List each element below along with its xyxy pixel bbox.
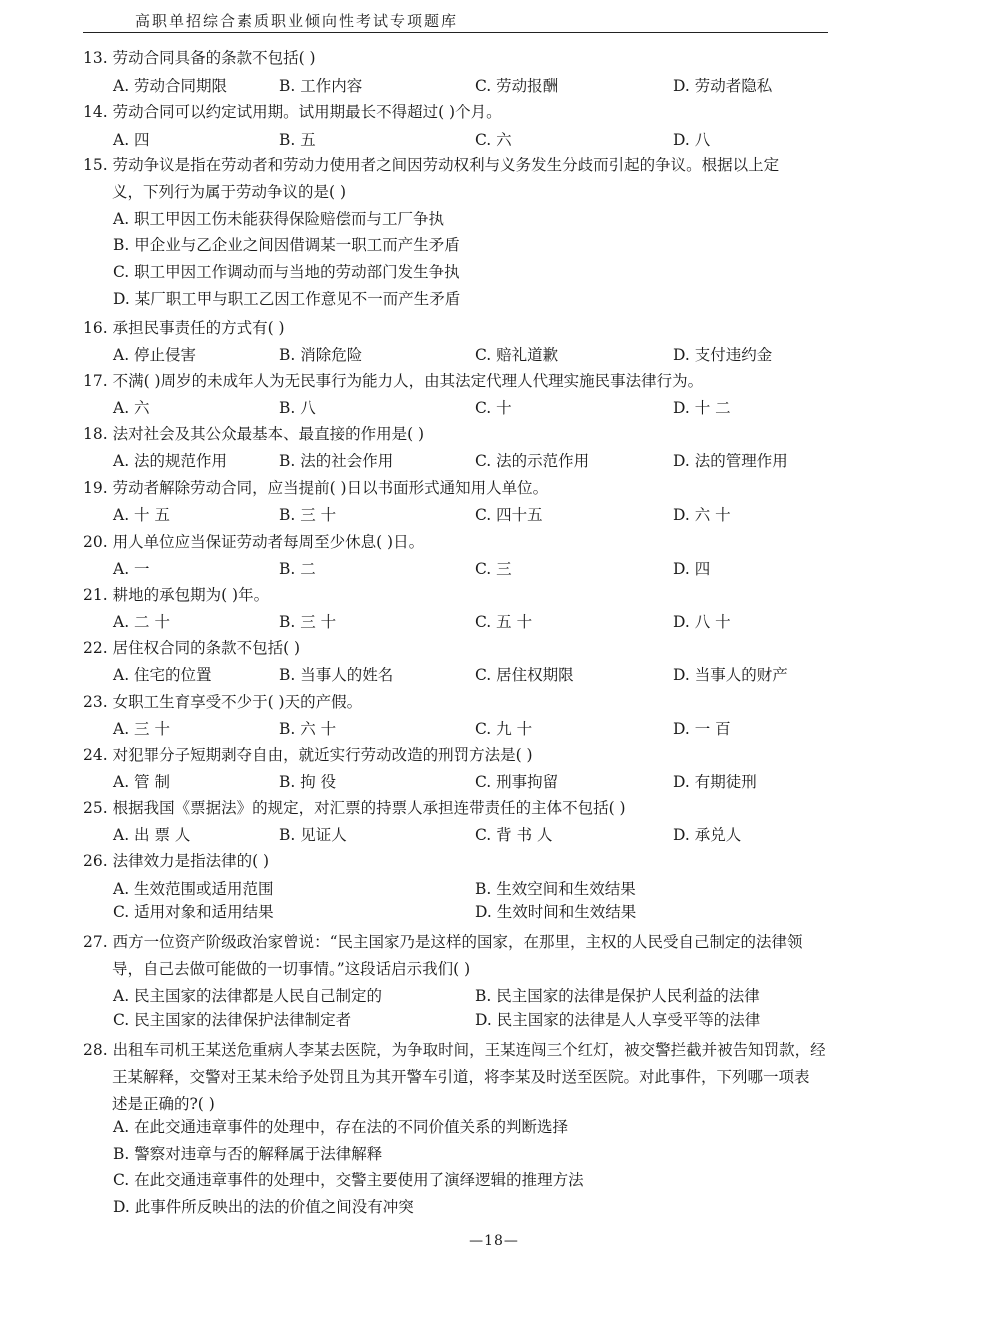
options-22 bbox=[113, 662, 913, 688]
option-b: B. 甲企业与乙企业之间因借调某一职工而产生矛盾 bbox=[113, 236, 460, 254]
option-d: D. 承兑人 bbox=[673, 826, 742, 844]
page-number: —18— bbox=[469, 1233, 519, 1249]
option-b: B. 法的社会作用 bbox=[279, 452, 394, 470]
question-stem: 20. 用人单位应当保证劳动者每周至少休息( )日。 bbox=[83, 533, 425, 551]
options-25 bbox=[113, 822, 913, 848]
question-stem: 28. 出租车司机王某送危重病人李某去医院，为争取时间，王某连闯三个红灯，被交警拦截并被告知罚款，经 bbox=[83, 1041, 826, 1059]
options-14 bbox=[113, 127, 913, 153]
options-23 bbox=[113, 716, 913, 742]
option-c: C. 背 书 人 bbox=[475, 826, 553, 844]
question-stem: 25. 根据我国《票据法》的规定，对汇票的持票人承担连带责任的主体不包括( ) bbox=[83, 799, 626, 817]
question-stem: 18. 法对社会及其公众最基本、最直接的作用是( ) bbox=[83, 425, 425, 443]
options-17 bbox=[113, 395, 913, 421]
question-21 bbox=[83, 582, 913, 609]
question-23 bbox=[83, 689, 913, 716]
option-a: A. 停止侵害 bbox=[113, 346, 197, 364]
question-20 bbox=[83, 529, 913, 556]
option-a: A. 十 五 bbox=[113, 506, 170, 524]
option-c: C. 三 bbox=[475, 560, 512, 578]
option-b: B. 民主国家的法律是保护人民利益的法律 bbox=[475, 987, 760, 1005]
option-b: B. 工作内容 bbox=[279, 77, 363, 95]
question-27 bbox=[83, 929, 913, 983]
question-22 bbox=[83, 635, 913, 662]
question-26 bbox=[83, 848, 913, 875]
options-21 bbox=[113, 609, 913, 635]
question-stem: 15. 劳动争议是指在劳动者和劳动力使用者之间因劳动权利与义务发生分歧而引起的争议。根据以上定 bbox=[83, 156, 780, 174]
option-a: A. 四 bbox=[113, 131, 150, 149]
options-24 bbox=[113, 769, 913, 795]
option-d: D. 八 bbox=[673, 131, 711, 149]
options-26-row2 bbox=[113, 899, 913, 925]
question-13 bbox=[83, 45, 913, 72]
option-d: D. 当事人的财产 bbox=[673, 666, 788, 684]
option-c: C. 适用对象和适用结果 bbox=[113, 903, 274, 921]
option-b: B. 二 bbox=[279, 560, 316, 578]
question-28 bbox=[83, 1037, 913, 1118]
option-d: D. 生效时间和生效结果 bbox=[475, 903, 637, 921]
option-b: B. 八 bbox=[279, 399, 316, 417]
option-c: C. 九 十 bbox=[475, 720, 533, 738]
option-b: B. 三 十 bbox=[279, 506, 337, 524]
question-stem: 23. 女职工生育享受不少于( )天的产假。 bbox=[83, 693, 363, 711]
option-d: D. 一 百 bbox=[673, 720, 731, 738]
question-stem: 17. 不满( )周岁的未成年人为无民事行为能力人，由其法定代理人代理实施民事法律行为。 bbox=[83, 372, 704, 390]
option-d: D. 六 十 bbox=[673, 506, 731, 524]
option-a: A. 住宅的位置 bbox=[113, 666, 212, 684]
option-a: A. 一 bbox=[113, 560, 150, 578]
option-c: C. 居住权期限 bbox=[475, 666, 574, 684]
question-25 bbox=[83, 795, 913, 822]
option-a: A. 民主国家的法律都是人民自己制定的 bbox=[113, 987, 383, 1005]
option-c: C. 五 十 bbox=[475, 613, 533, 631]
option-a: A. 二 十 bbox=[113, 613, 170, 631]
option-a: A. 六 bbox=[113, 399, 150, 417]
option-d: D. 劳动者隐私 bbox=[673, 77, 773, 95]
option-a: A. 出 票 人 bbox=[113, 826, 191, 844]
options-18 bbox=[113, 448, 913, 474]
options-16 bbox=[113, 342, 913, 368]
question-stem-continued: 义，下列行为属于劳动争议的是( ) bbox=[112, 183, 347, 201]
question-stem: 14. 劳动合同可以约定试用期。试用期最长不得超过( )个月。 bbox=[83, 103, 502, 121]
option-a: A. 管 制 bbox=[113, 773, 170, 791]
options-20 bbox=[113, 556, 913, 582]
option-d: D. 此事件所反映出的法的价值之间没有冲突 bbox=[113, 1198, 414, 1216]
question-stem: 27. 西方一位资产阶级政治家曾说：“民主国家乃是这样的国家，在那里，主权的人民受自己制定的法律领 bbox=[83, 933, 803, 951]
question-24 bbox=[83, 742, 913, 769]
options-19 bbox=[113, 502, 913, 528]
question-14 bbox=[83, 99, 913, 126]
option-d: D. 某厂职工甲与职工乙因工作意见不一而产生矛盾 bbox=[113, 290, 461, 308]
option-b: B. 消除危险 bbox=[279, 346, 363, 364]
option-d: D. 民主国家的法律是人人享受平等的法律 bbox=[475, 1011, 761, 1029]
header-title: 高职单招综合素质职业倾向性考试专项题库 bbox=[135, 12, 459, 30]
option-c: C. 六 bbox=[475, 131, 512, 149]
option-a: A. 生效范围或适用范围 bbox=[113, 880, 274, 898]
option-c: C. 劳动报酬 bbox=[475, 77, 559, 95]
option-b: B. 当事人的姓名 bbox=[279, 666, 394, 684]
question-stem: 19. 劳动者解除劳动合同，应当提前( )日以书面形式通知用人单位。 bbox=[83, 479, 549, 497]
option-b: B. 六 十 bbox=[279, 720, 337, 738]
question-stem-continued: 述是正确的?( ) bbox=[112, 1095, 215, 1113]
option-b: B. 生效空间和生效结果 bbox=[475, 880, 636, 898]
option-c: C. 民主国家的法律保护法律制定者 bbox=[113, 1011, 352, 1029]
option-a: A. 劳动合同期限 bbox=[113, 77, 228, 95]
option-b: B. 见证人 bbox=[279, 826, 347, 844]
question-15 bbox=[83, 152, 913, 206]
option-b: B. 警察对违章与否的解释属于法律解释 bbox=[113, 1145, 383, 1163]
option-a: A. 法的规范作用 bbox=[113, 452, 228, 470]
option-d: D. 法的管理作用 bbox=[673, 452, 788, 470]
option-d: D. 十 二 bbox=[673, 399, 731, 417]
question-stem-continued: 导，自己去做可能做的一切事情。”这段话启示我们( ) bbox=[112, 960, 471, 978]
option-c: C. 十 bbox=[475, 399, 512, 417]
option-d: D. 四 bbox=[673, 560, 711, 578]
question-stem: 26. 法律效力是指法律的( ) bbox=[83, 852, 270, 870]
option-b: B. 拘 役 bbox=[279, 773, 337, 791]
question-18 bbox=[83, 421, 913, 448]
question-stem: 24. 对犯罪分子短期剥夺自由，就近实行劳动改造的刑罚方法是( ) bbox=[83, 746, 533, 764]
option-b: B. 三 十 bbox=[279, 613, 337, 631]
option-a: A. 职工甲因工伤未能获得保险赔偿而与工厂争执 bbox=[113, 210, 445, 228]
question-17 bbox=[83, 368, 913, 395]
option-c: C. 赔礼道歉 bbox=[475, 346, 559, 364]
option-c: C. 在此交通违章事件的处理中，交警主要使用了演绎逻辑的推理方法 bbox=[113, 1171, 584, 1189]
option-b: B. 五 bbox=[279, 131, 316, 149]
question-stem: 13. 劳动合同具备的条款不包括( ) bbox=[83, 49, 316, 67]
page-header bbox=[83, 8, 828, 33]
option-c: C. 职工甲因工作调动而与当地的劳动部门发生争执 bbox=[113, 263, 460, 281]
option-d: D. 八 十 bbox=[673, 613, 731, 631]
question-stem: 22. 居住权合同的条款不包括( ) bbox=[83, 639, 301, 657]
option-c: C. 刑事拘留 bbox=[475, 773, 559, 791]
option-d: D. 有期徒刑 bbox=[673, 773, 757, 791]
option-c: C. 四十五 bbox=[475, 506, 543, 524]
options-13 bbox=[113, 73, 913, 99]
question-stem: 16. 承担民事责任的方式有( ) bbox=[83, 319, 285, 337]
options-27-row2 bbox=[113, 1007, 913, 1033]
option-a: A. 在此交通违章事件的处理中，存在法的不同价值关系的判断选择 bbox=[113, 1118, 569, 1136]
question-19 bbox=[83, 475, 913, 502]
option-a: A. 三 十 bbox=[113, 720, 170, 738]
option-c: C. 法的示范作用 bbox=[475, 452, 590, 470]
option-d: D. 支付违约金 bbox=[673, 346, 773, 364]
question-stem-continued: 王某解释，交警对王某未给予处罚且为其开警车引道，将李某及时送至医院。对此事件，下列哪一项表 bbox=[112, 1068, 810, 1086]
question-16 bbox=[83, 315, 913, 342]
question-stem: 21. 耕地的承包期为( )年。 bbox=[83, 586, 270, 604]
options-27-row1 bbox=[113, 983, 913, 1009]
